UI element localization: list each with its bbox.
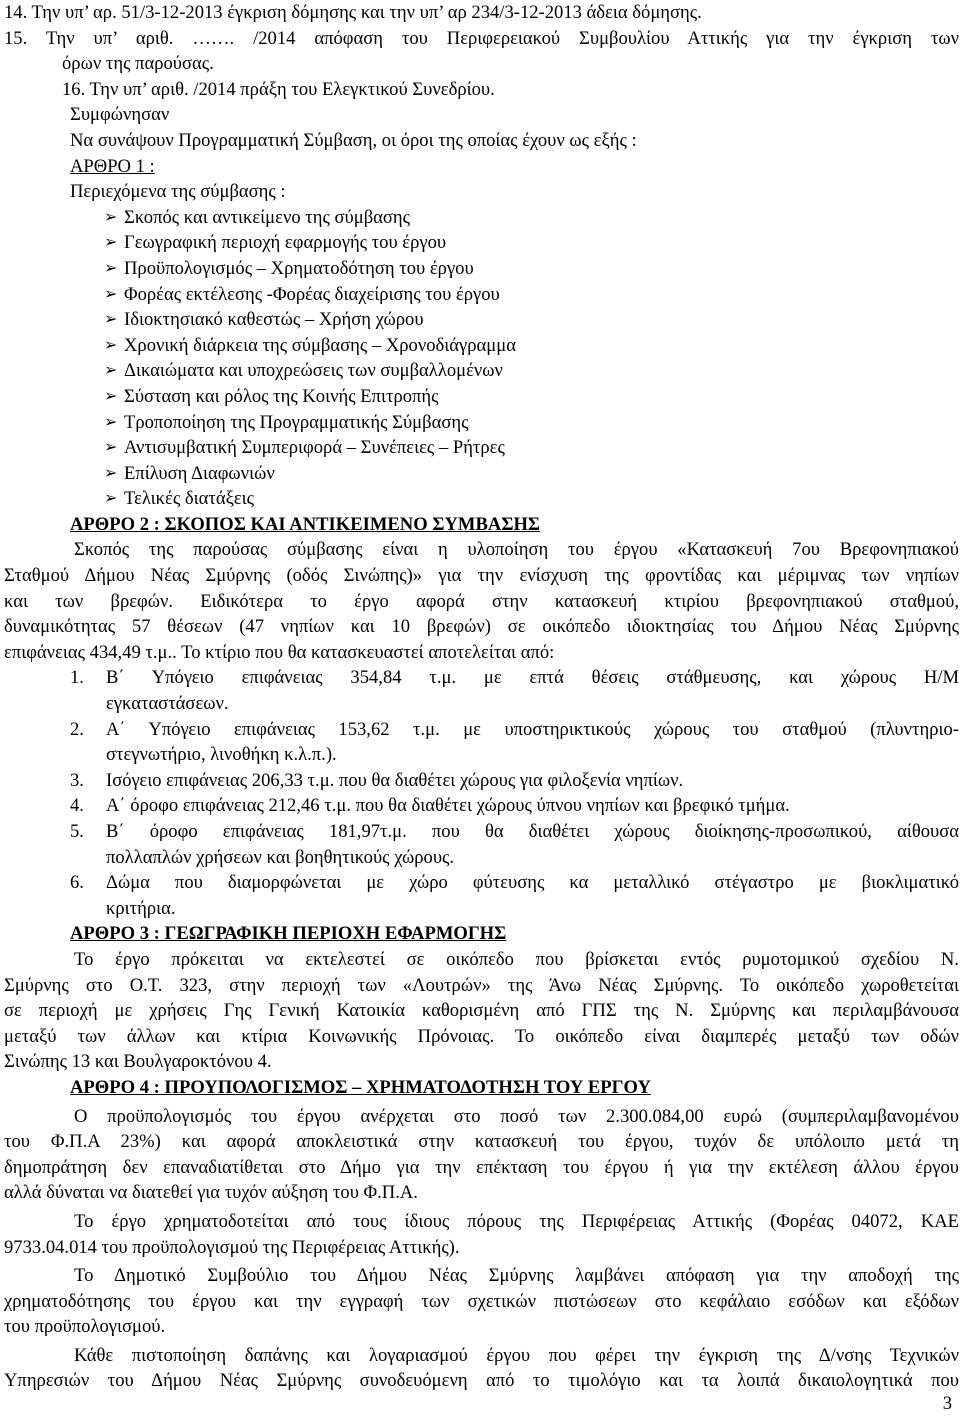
article-1-subheading: Περιεχόμενα της σύμβασης : [70,181,286,203]
article-2-numbered-list [4,665,959,921]
list-item: 3. Ισόγειο επιφάνειας 206,33 τ.μ. που θα διαθέτει χώρους για φιλοξενία νηπίων. [4,768,959,794]
list-item-number: 2. [70,718,84,740]
arrow-bullet-icon: ➢ [104,259,118,277]
article-2-line-1: Σκοπός της παρούσας σύμβασης είναι η υλοποίηση του έργου «Κατασκευή 7ου Βρεφονηπιακού [74,539,959,561]
list-item: 1. Β΄ Υπόγειο επιφάνειας 354,84 τ.μ. με επτά θέσεις στάθμευσης, και χώρους Η/Μ εγκαταστάσεων. [70,667,959,715]
article-4-paragraph-2: Το έργο χρηματοδοτείται από τους ίδιους πόρους της Περιφέρειας Αττικής (Φορέας 04072, ΚΑΕ 9733.04.014 του προϋπολογισμού της Περιφέρειας Αττικής). [4,1210,959,1258]
article-3-line-1: Το έργο πρόκειται να εκτελεστεί σε οικόπεδο που βρίσκεται εντός ρυμοτομικού σχεδίου Ν. [74,948,959,970]
article-4-paragraph-3: Το Δημοτικό Συμβούλιο του Δήμου Νέας Σμύρνης λαμβάνει απόφαση για την αποδοχή της χρηματοδότησης του έργου και την εγγραφή των σχετικών πιστώσεων στο κεφάλαιο εσόδων και εξόδων του προϋπολογισμού. [4,1265,959,1338]
arrow-bullet-icon: ➢ [104,208,118,226]
list-item-number: 1. [70,667,84,689]
arrow-bullet-icon: ➢ [104,413,118,431]
arrow-bullet-icon: ➢ [104,336,118,354]
article-2-line-4: δυναμικότητας 57 θέσεων (47 νηπίων και 10 βρεφών) σε οικόπεδο ιδιοκτησίας του Δήμου Νέας Σμύρνης [4,616,959,638]
list-item: 5. Β΄ όροφο επιφάνειας 181,97τ.μ. που θα διαθέτει χώρους διοίκησης-προσωπικού, αίθουσα πολλαπλών χρήσεων και βοηθητικούς χώρους. [70,821,959,868]
article-1-bullet-list [4,205,959,512]
article-2-heading: ΑΡΘΡΟ 2 : ΣΚΟΠΟΣ ΚΑΙ ΑΝΤΙΚΕΙΜΕΝΟ ΣΥΜΒΑΣΗΣ [70,513,541,535]
article-4-paragraph-1: Ο προϋπολογισμός του έργου ανέρχεται στο ποσό των 2.300.084,00 ευρώ (συμπεριλαμβανομένου του Φ.Π.Α 23%) και αφορά αποκλειστικά στην κατασκευή του έργου, τυχόν δε υπόλοιπο μετά τη δημοπράτηση δεν επαναδιατίθεται στο Δήμο για την επέκταση του έργου ή για την εκτέλεση άλλου έργου αλλά δύναται να διατεθεί για τυχόν αύξηση του Φ.Π.Α. [4,1105,959,1204]
list-item: ➢ Τροποποίηση της Προγραμματικής Σύμβασης [4,410,959,436]
article-4-paragraph-4: Κάθε πιστοποίηση δαπάνης και λογαριασμού έργου που φέρει την έγκριση της Δ/νσης Τεχνικών Υπηρεσιών του Δήμου Νέας Σμύρνης συνοδευόμενη από το τιμολόγιο και τα λοιπά δικαιολογητικά που [4,1344,959,1392]
arrow-bullet-icon: ➢ [104,362,118,380]
article-2-line-2: Σταθμού Δήμου Νέας Σμύρνης (οδός Σινώπης)» για την ενίσχυση της φροντίδας και μέριμνας των νηπίων [4,565,959,587]
list-item: ➢ Χρονική διάρκεια της σύμβασης – Χρονοδιάγραμμα [4,333,959,359]
list-item: ➢ Γεωγραφική περιοχή εφαρμογής του έργου [4,230,959,256]
agreed-heading: Συμφώνησαν [70,104,170,126]
page-number: 3 [942,1393,952,1415]
article-4-heading: ΑΡΘΡΟ 4 : ΠΡΟΥΠΟΛΟΓΙΣΜΟΣ – ΧΡΗΜΑΤΟΔΟΤΗΣΗ ΤΟΥ ΕΡΓΟΥ [70,1076,651,1098]
arrow-bullet-icon: ➢ [104,285,118,303]
document-page [4,0,959,1394]
list-item: ➢ Φορέας εκτέλεσης -Φορέας διαχείρισης του έργου [4,282,959,308]
article-2-line-5: επιφάνειας 434,49 τ.μ.. Το κτίριο που θα κατασκευαστεί αποτελείται από: [4,641,555,663]
list-item: 2. Α΄ Υπόγειο επιφάνειας 153,62 τ.μ. με υποστηρικτικούς χώρους του σταθμού (πλυντηριο- στεγνωτήριο, λινοθήκη κ.λ.π.). [70,718,959,766]
list-item: 6. Δώμα που διαμορφώνεται με χώρο φύτευσης κα μεταλλικό στέγαστρο με βιοκλιματικό κριτήρια. [70,872,959,919]
preamble-item-14: 14. Την υπ’ αρ. 51/3-12-2013 έγκριση δόμησης και την υπ’ αρ 234/3-12-2013 άδεια δόμησης. [4,2,702,23]
intro-text: Να συνάψουν Προγραμματική Σύμβαση, οι όροι της οποίας έχουν ως εξής : [70,129,637,151]
list-item-number: 5. [70,821,84,842]
arrow-bullet-icon: ➢ [104,439,118,457]
list-item: ➢ Σύσταση και ρόλος της Κοινής Επιτροπής [4,384,959,410]
list-item: ➢ Σκοπός και αντικείμενο της σύμβασης [4,205,959,231]
preamble-item-16: 16. Την υπ’ αριθ. /2014 πράξη του Ελεγκτικού Συνεδρίου. [62,78,495,100]
list-item: ➢ Δικαιώματα και υποχρεώσεις των συμβαλλομένων [4,358,959,384]
arrow-bullet-icon: ➢ [104,234,118,252]
list-item-number: 6. [70,872,84,894]
list-item: ➢ Επίλυση Διαφωνιών [4,461,959,487]
arrow-bullet-icon: ➢ [104,311,118,329]
list-item: ➢ Αντισυμβατική Συμπεριφορά – Συνέπειες – Ρήτρες [4,435,959,461]
article-3-line-5: Σινώπης 13 και Βουλγαροκτόνου 4. [4,1051,272,1073]
list-item: ➢ Προϋπολογισμός – Χρηματοδότηση του έργου [4,256,959,282]
article-3-heading: ΑΡΘΡΟ 3 : ΓΕΩΓΡΑΦΙΚΗ ΠΕΡΙΟΧΗ ΕΦΑΡΜΟΓΗΣ [70,923,507,945]
article-3-line-4: μεταξύ των άλλων και κτίρια Κοινωνικής Πρόνοιας. Το οικόπεδο είναι διαμπερές μεταξύ των οδών [4,1025,959,1047]
arrow-bullet-icon: ➢ [104,464,118,482]
preamble-item-15: 15. Την υπ’ αριθ. ……. /2014 απόφαση του Περιφερειακού Συμβουλίου Αττικής για την έγκριση των [4,27,959,49]
article-2-line-3: και των βρεφών. Ειδικότερα το έργο αφορά στην κατασκευή κτιρίου βρεφονηπιακού σταθμού, [4,590,959,612]
list-item-number: 3. [70,769,84,791]
article-3-line-2: Σμύρνης στο Ο.Τ. 323, στην περιοχή των «Λουτρών» της Άνω Νέας Σμύρνης. Το οικόπεδο χωροθετείται [4,974,959,996]
arrow-bullet-icon: ➢ [104,387,118,405]
preamble-items [4,0,959,102]
article-3-line-3: σε περιοχή με χρήσεις Γης Γενική Κατοικία καθορισμένη από ΓΠΣ της Ν. Σμύρνης και περιλαμβάνουσα [4,1000,959,1022]
list-item: ➢ Τελικές διατάξεις [4,486,959,512]
preamble-item-15-cont: όρων της παρούσας. [62,53,214,75]
list-item-number: 4. [70,795,84,817]
list-item: 4. Α΄ όροφο επιφάνειας 212,46 τ.μ. που θα διαθέτει χώρους ύπνου νηπίων και βρεφικό τμήμα. [4,793,959,819]
list-item: ➢ Ιδιοκτησιακό καθεστώς – Χρήση χώρου [4,307,959,333]
article-1-heading: ΑΡΘΡΟ 1 : [70,155,155,177]
arrow-bullet-icon: ➢ [104,490,118,508]
